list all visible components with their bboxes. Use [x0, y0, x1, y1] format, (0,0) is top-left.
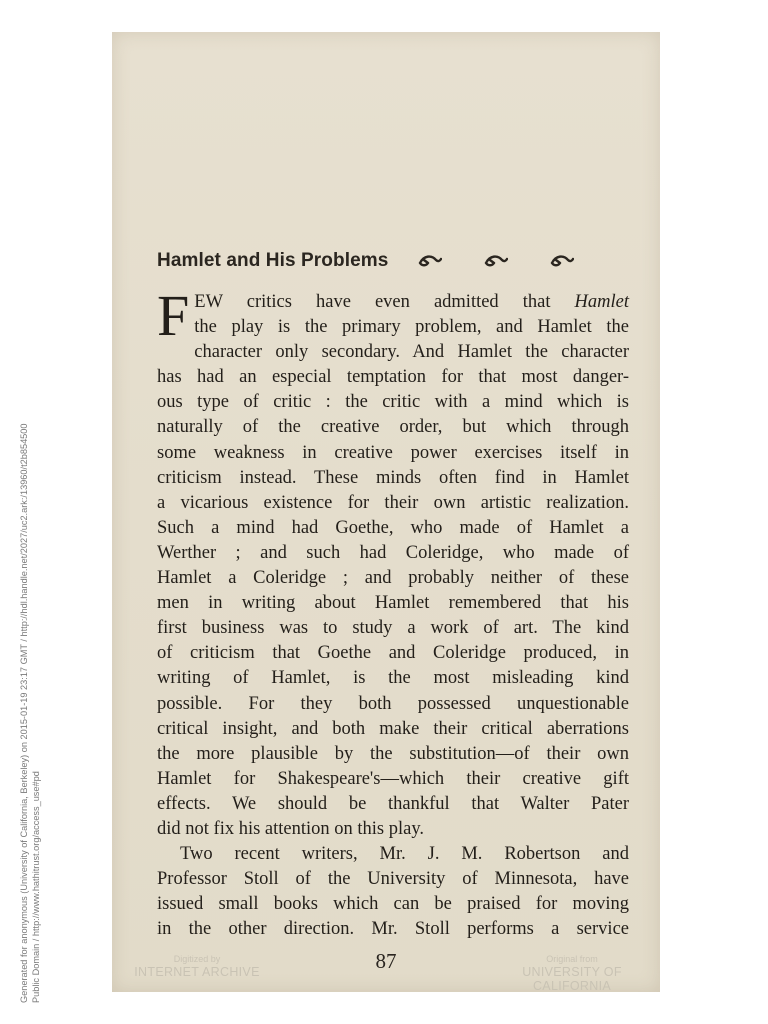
ornament-icon — [418, 254, 484, 268]
text-line: men in writing about Hamlet remembered that his — [157, 593, 629, 614]
text-line: Two recent writers, Mr. J. M. Robertson and — [180, 844, 629, 865]
ornament-icon — [550, 254, 616, 268]
text-line: the more plausible by the substitution—of their own — [157, 743, 629, 764]
text-line: critical insight, and both make their critical aberrations — [157, 718, 629, 739]
ornament-icon — [484, 254, 550, 268]
book-page — [112, 32, 660, 992]
text-line: did not fix his attention on this play. — [157, 818, 425, 839]
stamp-name: UNIVERSITY OF CALIFORNIA — [522, 965, 622, 993]
heading-ornaments — [418, 254, 616, 268]
stamp-caption: Original from — [546, 954, 598, 964]
text-line: writing of Hamlet, is the most misleading kind — [157, 668, 629, 689]
text-line: in the other direction. Mr. Stoll performs a service — [157, 919, 629, 940]
text-line: ous type of critic : the critic with a mind which is — [157, 392, 629, 413]
page-number: 87 — [375, 949, 397, 973]
text-line: possible. For they both possessed unquestionable — [157, 693, 629, 714]
text-line: EW critics have even admitted that Hamlet — [194, 292, 629, 312]
access-notice — [18, 343, 42, 1003]
text-line: some weakness in creative power exercises itself in — [157, 442, 629, 463]
stamp-caption: Digitized by — [173, 954, 221, 964]
text-line: Such a mind had Goethe, who made of Hamlet a — [157, 517, 629, 538]
original-from-stamp — [482, 954, 662, 993]
text-line: Hamlet a Coleridge ; and probably neither of these — [157, 568, 629, 589]
text-line: first business was to study a work of art. The kind — [157, 618, 629, 639]
text-line: Hamlet for Shakespeare's—which their creative gift — [157, 768, 629, 789]
text-line: a vicarious existence for their own artistic realization. — [157, 492, 629, 513]
body-text — [157, 283, 629, 942]
chapter-title: Hamlet and His Problems — [157, 250, 389, 271]
access-notice-line-1: Generated for anonymous (University of California, Berkeley) on 2015-01-19 23:17 GMT / http://hdl.handle.net/2027/uc2.ark:/13960/t2b854500 — [19, 423, 29, 1003]
text-line: Professor Stoll of the University of Minnesota, have — [157, 869, 629, 890]
text-line: naturally of the creative order, but which through — [157, 417, 629, 438]
stamp-name: INTERNET ARCHIVE — [134, 965, 260, 979]
text-line: Werther ; and such had Coleridge, who made of — [157, 542, 629, 563]
text-line: criticism instead. These minds often find in Hamlet — [157, 467, 629, 488]
text-line: the play is the primary problem, and Hamlet the — [194, 317, 629, 338]
play-title-italic: Hamlet — [574, 292, 629, 312]
text-line: issued small books which can be praised for moving — [157, 894, 629, 915]
chapter-heading — [157, 250, 632, 272]
text-line: has had an especial temptation for that most danger- — [157, 367, 629, 388]
access-notice-line-2: Public Domain / http://www.hathitrust.org/access_use#pd — [31, 771, 41, 1003]
drop-cap: F — [157, 283, 190, 348]
text-line: effects. We should be thankful that Walter Pater — [157, 793, 629, 814]
text-line: of criticism that Goethe and Coleridge produced, in — [157, 643, 629, 664]
text-line: character only secondary. And Hamlet the character — [194, 342, 629, 363]
